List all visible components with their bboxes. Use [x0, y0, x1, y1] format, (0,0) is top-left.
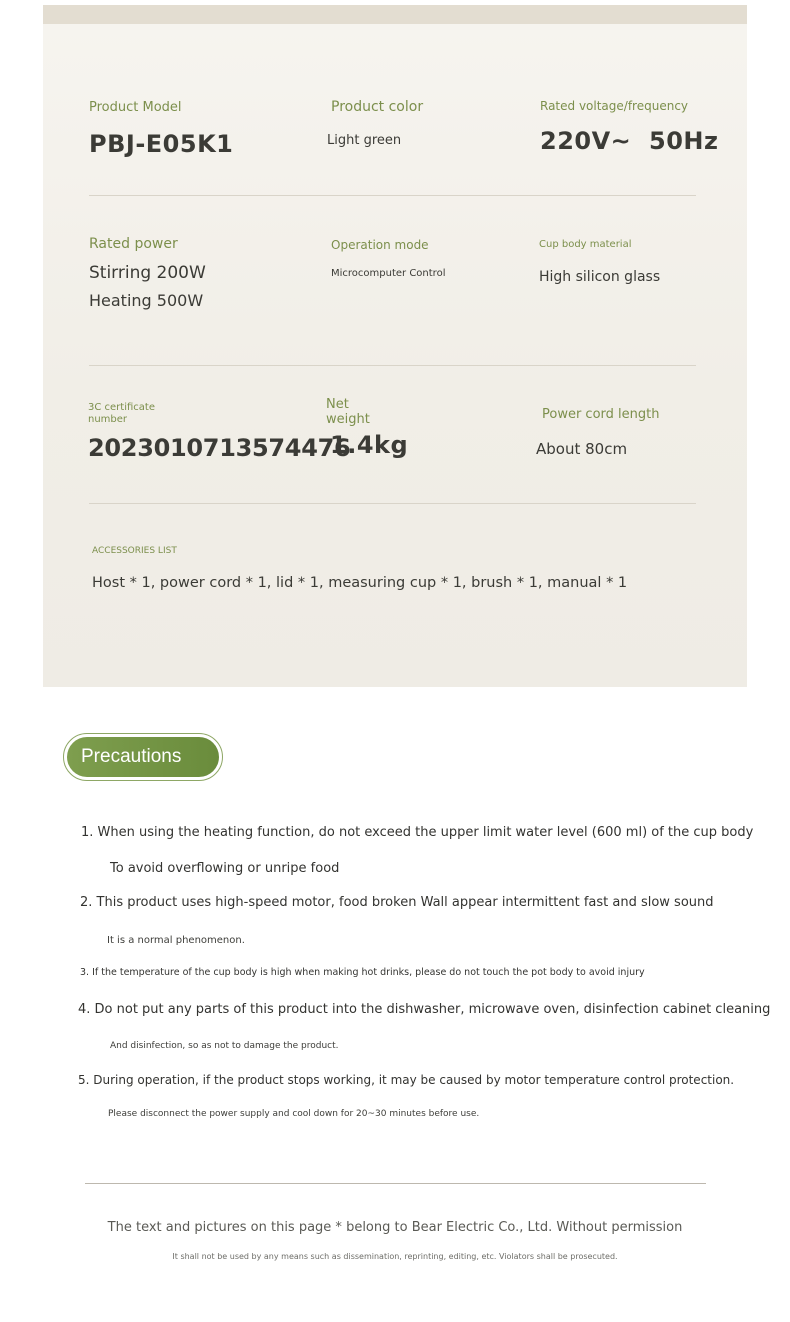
- precaution-1-sub: To avoid overflowing or unripe food: [110, 861, 340, 876]
- certificate-cell: [88, 402, 350, 462]
- divider-3: [89, 503, 696, 504]
- precaution-3-main: 3. If the temperature of the cup body is high when making hot drinks, please do not touch the pot body to avoid injury: [80, 967, 645, 978]
- rated-voltage-value: 220V~ 50Hz: [540, 127, 719, 156]
- rated-voltage-label: Rated voltage/frequency: [540, 99, 689, 113]
- precaution-1-main: 1. When using the heating function, do not exceed the upper limit water level (600 ml) of the cup body: [81, 825, 754, 840]
- rated-voltage-cell: [540, 99, 718, 155]
- footer-divider: [85, 1183, 706, 1184]
- copyright-warning: It shall not be used by any means such as dissemination, reprinting, editing, etc. Violators shall be prosecuted.: [172, 1252, 618, 1261]
- precaution-2-main: 2. This product uses high-speed motor, food broken Wall appear intermittent fast and slow sound: [80, 895, 714, 910]
- spec-panel: [43, 24, 747, 687]
- net-weight-label: Net weight: [326, 397, 370, 427]
- operation-mode-label: Operation mode: [331, 238, 429, 252]
- cup-material-value: High silicon glass: [539, 269, 661, 285]
- divider-1: [89, 195, 696, 196]
- rated-power-label: Rated power: [89, 236, 178, 252]
- net-weight-cell: [326, 397, 408, 459]
- copyright-line: The text and pictures on this page * belong to Bear Electric Co., Ltd. Without permission: [107, 1220, 683, 1235]
- precaution-2-sub: It is a normal phenomenon.: [107, 935, 245, 946]
- precaution-4-sub: And disinfection, so as not to damage the product.: [110, 1041, 339, 1051]
- accessories-cell: [92, 546, 627, 591]
- power-cord-label: Power cord length: [542, 407, 660, 422]
- rated-power-stirring: Stirring 200W: [89, 262, 206, 283]
- cup-material-label: Cup body material: [539, 239, 632, 250]
- power-cord-value: About 80cm: [536, 439, 628, 458]
- precaution-5-sub: Please disconnect the power supply and cool down for 20~30 minutes before use.: [108, 1109, 480, 1119]
- precaution-5-main: 5. During operation, if the product stops working, it may be caused by motor temperature control protection.: [78, 1073, 735, 1087]
- power-cord-cell: [536, 407, 660, 458]
- rated-power-heating: Heating 500W: [89, 290, 204, 310]
- accessories-value: Host * 1, power cord * 1, lid * 1, measuring cup * 1, brush * 1, manual * 1: [92, 574, 628, 591]
- divider-2: [89, 365, 696, 366]
- product-model-value: PBJ-E05K1: [89, 129, 234, 158]
- operation-mode-cell: [331, 238, 445, 279]
- precautions-title: Precautions: [67, 737, 219, 777]
- accessories-label: ACCESSORIES LIST: [92, 546, 177, 556]
- net-weight-value: 1.4kg: [330, 431, 409, 459]
- product-color-label: Product color: [331, 99, 424, 115]
- certificate-value: 2023010713574476: [88, 434, 351, 462]
- precautions-badge: [63, 733, 223, 781]
- product-model-label: Product Model: [89, 100, 182, 115]
- certificate-label: 3C certificate number: [88, 402, 155, 425]
- cup-material-cell: [539, 239, 660, 285]
- rated-power-cell: [89, 236, 206, 310]
- product-color-cell: [327, 99, 424, 148]
- product-model-cell: [89, 100, 233, 158]
- top-strip: [43, 5, 747, 24]
- precaution-4-main: 4. Do not put any parts of this product into the dishwasher, microwave oven, disinfection cabinet cleaning: [78, 1002, 771, 1017]
- operation-mode-value: Microcomputer Control: [331, 268, 446, 280]
- product-color-value: Light green: [327, 132, 402, 148]
